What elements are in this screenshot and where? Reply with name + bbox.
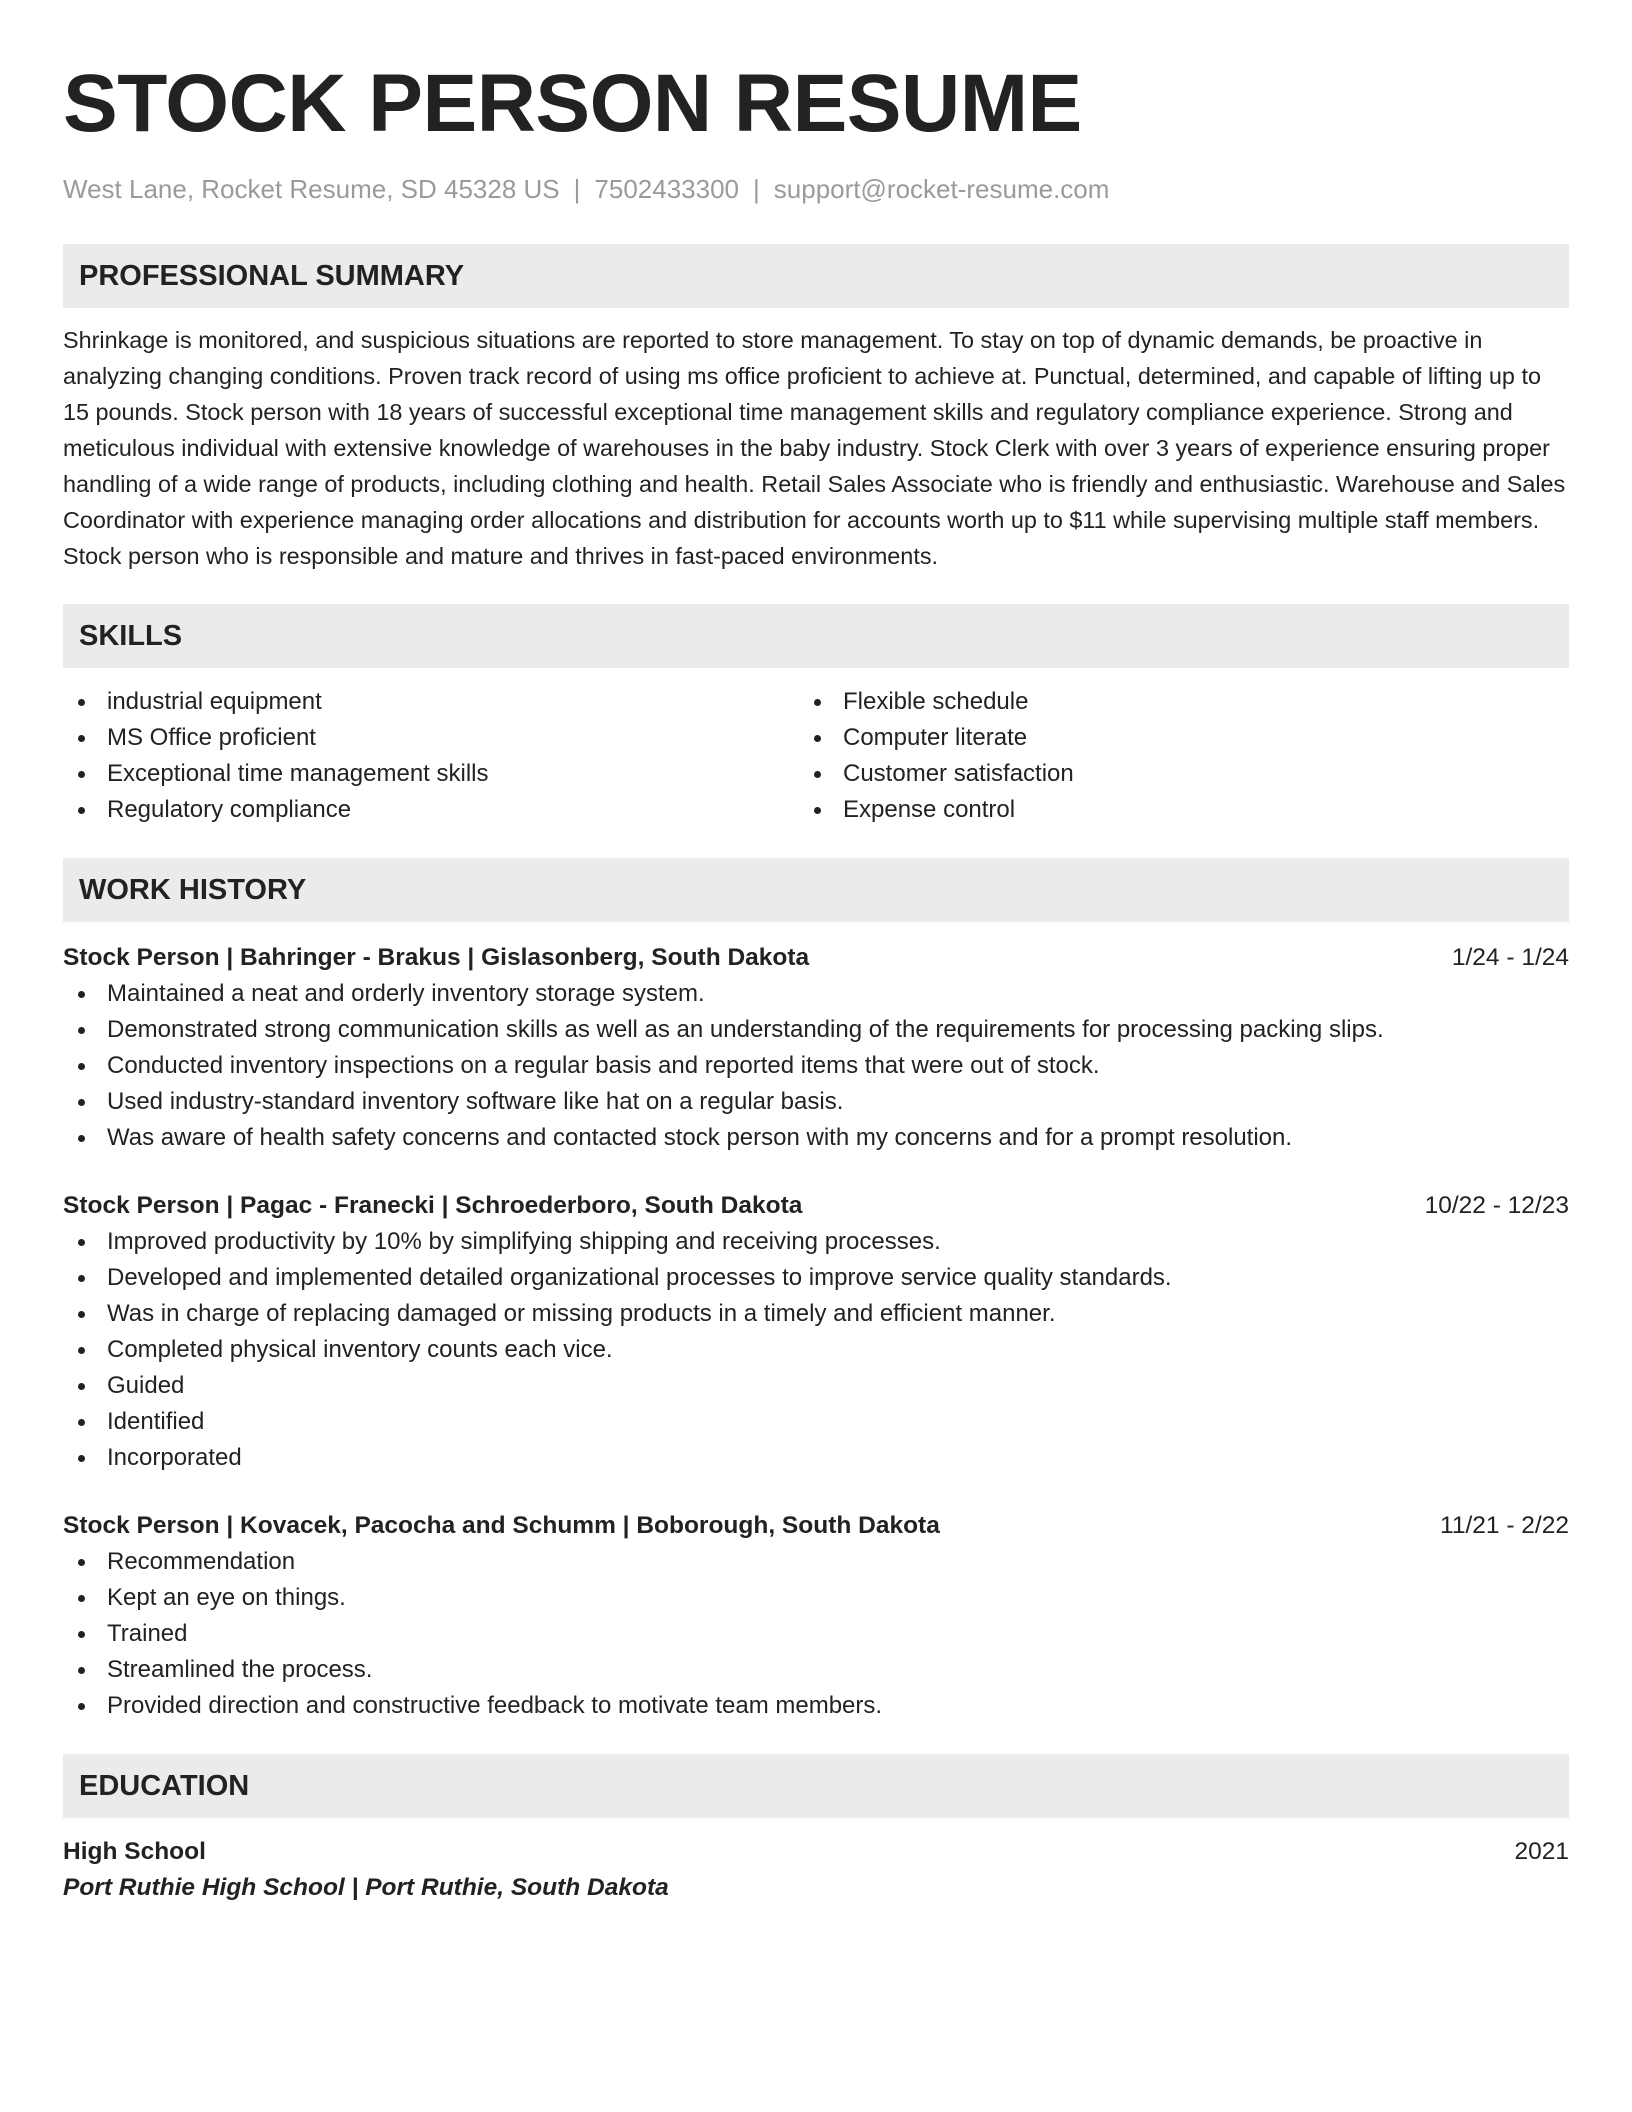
contact-email: support@rocket-resume.com: [773, 174, 1110, 204]
job-header: [63, 1508, 1569, 1544]
job-bullets: [63, 1224, 1569, 1476]
job-bullet: Was aware of health safety concerns and contacted stock person with my concerns and for a prompt resolution.: [63, 1120, 1569, 1156]
job-bullet: Recommendation: [63, 1544, 1569, 1580]
contact-separator: |: [573, 174, 581, 204]
job-title: Stock Person | Pagac - Franecki | Schroederboro, South Dakota: [63, 1192, 803, 1219]
education-section: [63, 1754, 1569, 1906]
job-title: Stock Person | Bahringer - Brakus | Gislasonberg, South Dakota: [63, 944, 810, 971]
job-entry: [63, 1188, 1569, 1476]
education-school: Port Ruthie High School | Port Ruthie, South Dakota: [63, 1874, 669, 1901]
skills-list-left: [63, 684, 799, 828]
job-bullet: Maintained a neat and orderly inventory storage system.: [63, 976, 1569, 1012]
job-dates: 10/22 - 12/23: [1424, 1192, 1569, 1219]
job-header: [63, 1188, 1569, 1224]
contact-address: West Lane, Rocket Resume, SD 45328 US: [63, 174, 560, 204]
skill-item: Flexible schedule: [799, 684, 1535, 720]
skills-grid: [63, 684, 1569, 828]
skill-item: Customer satisfaction: [799, 756, 1535, 792]
job-dates: 11/21 - 2/22: [1440, 1512, 1569, 1539]
job-bullet: Provided direction and constructive feedback to motivate team members.: [63, 1688, 1569, 1724]
job-entry: [63, 940, 1569, 1156]
job-bullet: Improved productivity by 10% by simplifying shipping and receiving processes.: [63, 1224, 1569, 1260]
education-header: [63, 1834, 1569, 1870]
job-bullet: Developed and implemented detailed organizational processes to improve service quality standards.: [63, 1260, 1569, 1296]
job-title: Stock Person | Kovacek, Pacocha and Schumm | Boborough, South Dakota: [63, 1512, 940, 1539]
job-bullet: Demonstrated strong communication skills as well as an understanding of the requirements for processing packing slips.: [63, 1012, 1569, 1048]
job-bullet: Completed physical inventory counts each vice.: [63, 1332, 1569, 1368]
skills-heading: SKILLS: [63, 604, 1569, 668]
job-header: [63, 940, 1569, 976]
skills-list-right: [799, 684, 1535, 828]
contact-separator: |: [753, 174, 760, 204]
work-history-section: [63, 858, 1569, 1724]
summary-heading: PROFESSIONAL SUMMARY: [63, 244, 1569, 308]
skill-item: MS Office proficient: [63, 720, 799, 756]
job-bullet: Conducted inventory inspections on a regular basis and reported items that were out of stock.: [63, 1048, 1569, 1084]
job-entry: [63, 1508, 1569, 1724]
contact-phone: 7502433300: [594, 174, 740, 204]
job-bullet: Identified: [63, 1404, 1569, 1440]
job-bullet: Was in charge of replacing damaged or missing products in a timely and efficient manner.: [63, 1296, 1569, 1332]
job-bullet: Used industry-standard inventory software like hat on a regular basis.: [63, 1084, 1569, 1120]
job-bullet: Streamlined the process.: [63, 1652, 1569, 1688]
education-entry: [63, 1834, 1569, 1906]
job-bullets: [63, 976, 1569, 1156]
education-heading: EDUCATION: [63, 1754, 1569, 1818]
job-bullet: Guided: [63, 1368, 1569, 1404]
skill-item: industrial equipment: [63, 684, 799, 720]
job-bullet: Kept an eye on things.: [63, 1580, 1569, 1616]
job-bullets: [63, 1544, 1569, 1724]
summary-section: [63, 244, 1569, 574]
summary-text: Shrinkage is monitored, and suspicious situations are reported to store management. To stay on top of dynamic demands, be proactive in analyzing changing conditions. Proven track record of using ms office proficient to achieve at. Punctual, determined, and capable of lifting up to 15 pounds. Stock person with 18 years of successful exceptional time management skills and regulatory compliance experience. Strong and meticulous individual with extensive knowledge of warehouses in the baby industry. Stock Clerk with over 3 years of experience ensuring proper handling of a wide range of products, including clothing and health. Retail Sales Associate who is friendly and enthusiastic. Warehouse and Sales Coordinator with experience managing order allocations and distribution for accounts worth up to $11 while supervising multiple staff members. Stock person who is responsible and mature and thrives in fast-paced environments.: [63, 327, 1566, 569]
job-bullet: Incorporated: [63, 1440, 1569, 1476]
contact-line: [63, 172, 1569, 206]
skill-item: Regulatory compliance: [63, 792, 799, 828]
work-history-heading: WORK HISTORY: [63, 858, 1569, 922]
job-dates: 1/24 - 1/24: [1451, 944, 1569, 971]
skill-item: Expense control: [799, 792, 1535, 828]
education-degree: High School: [63, 1838, 206, 1865]
skill-item: Computer literate: [799, 720, 1535, 756]
job-bullet: Trained: [63, 1616, 1569, 1652]
skill-item: Exceptional time management skills: [63, 756, 799, 792]
resume-title: STOCK PERSON RESUME: [63, 58, 1082, 149]
education-year: 2021: [1514, 1838, 1569, 1865]
skills-section: [63, 604, 1569, 828]
